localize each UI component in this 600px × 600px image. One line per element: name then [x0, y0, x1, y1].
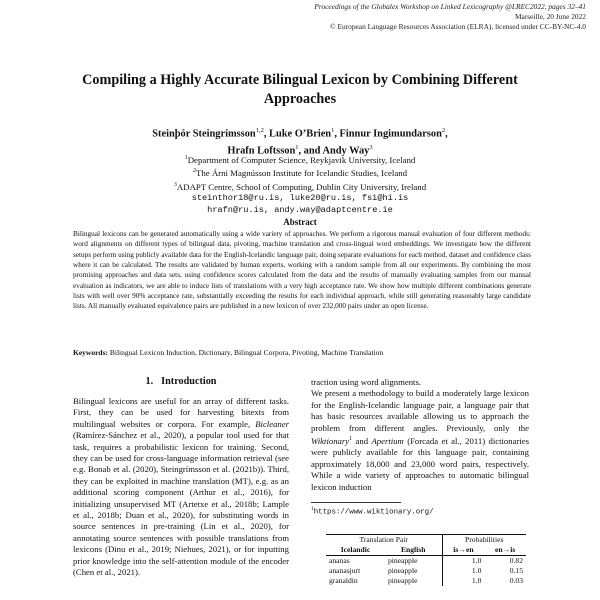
tool-name: Bicleaner: [255, 418, 289, 429]
author-sup: 2: [441, 127, 446, 134]
author-sup: 1: [331, 127, 335, 134]
table-row: ananas pineapple 1.0 0.82: [326, 556, 526, 567]
intro-right-column: [311, 377, 529, 493]
header-proceedings: Proceedings of the Globalex Workshop on Linked Lexicography @LREC2022, pages 32–41: [314, 2, 586, 11]
keywords-label: Keywords:: [73, 348, 108, 357]
author-list: Steinþór Steingrímsson$^{1,2}$, Luke O’Brien$^1$, Finnur Ingimundarson$^2$, Hrafn Loftsson$^1$, and Andy Way$^3$: [152, 127, 448, 157]
table-group-header: Probabilities: [442, 535, 526, 546]
header-location: Marseille, 20 June 2022: [514, 12, 586, 21]
affiliation: $^1$Department of Computer Science, Reykjavik University, Iceland: [184, 154, 416, 165]
section-title: Introduction: [161, 376, 217, 387]
header-license: © European Language Resources Association (ELRA), licensed under CC-BY-NC-4.0: [329, 22, 586, 31]
table-column-header: is→en: [442, 545, 484, 556]
author-sup: 1: [295, 144, 299, 152]
abstract-heading: Abstract: [283, 217, 317, 227]
abstract-text: Bilingual lexicons can be generated automatically using a wide variety of approaches. We perform a rigorous manual evaluation of four different methods: word alignments on different types of bilingual data, pivoting, machine translation and cross-lingual word embeddings. We investigate how the different setups perform using publicly available data for the English-Icelandic language pair, doing separate evaluations for each method, dataset and confidence class where it can be calculated. The results are validated by human experts, working with a random sample from all our experiments. By combining the most promising approaches and data sets, using confidence scores calculated from the data and the results of manually evaluating samples from our manual evaluation as indicators, we are able to induce lists of translations with a very high acceptance rate. We show how multiple different combinations generate lists with well over 90% acceptance rate, substantially exceeding the results for each individual approach, while still generating reasonably large candidate lists. All manually evaluated equivalence pairs are published in a new lexicon of over 232,000 pairs under an open license.: [73, 230, 531, 311]
author-name: Steinþór Steingrímsson: [152, 128, 256, 140]
footnote: $^1$https://www.wiktionary.org/: [311, 506, 529, 517]
section-heading: [73, 376, 289, 387]
paper-title: [40, 71, 560, 109]
email-line: hrafn@ru.is, andy.way@adaptcentre.ie: [207, 204, 393, 215]
intro-left-column: Bilingual lexicons are useful for an array of different tasks. First, they can be used for harvesting bitexts from multilingual websites or corpora. For example, Bicleaner (Ramírez-Sánchez et al., 2020), a popular tool used for that task, requires a probabilistic lexicon for training. Second, they can be used for cross-language information retrieval (see e.g. Bonab et al. (2020), Steingrímsson et al. (2021b)). Third, they can be exploited in machine translation (MT), e.g. as an additional scoring component (Arthur et al., 2016), for initializing unsupervised MT (Artetxe et al., 2018b; Lample et al., 2018b; Duan et al., 2020), for substituting words in source sentences in pre-training (Lin et al., 2020), for annotating source sentences with possible translations from lexicons (Dinu et al., 2019; Niehues, 2021), or for inputting prior knowledge into the self-attention module of the encoder (Chen et al., 2021).: [73, 396, 289, 578]
author-sup: 3: [369, 144, 373, 152]
author-name: Finnur Ingimundarson: [339, 128, 442, 140]
title-line-2: Approaches: [263, 91, 337, 107]
affiliations: [40, 153, 560, 216]
section-number: 1.: [145, 376, 154, 387]
table-column-header: English: [400, 545, 426, 554]
translation-table: [326, 534, 526, 586]
affiliation: $^2$The Árni Magnússon Institute for Icelandic Studies, Iceland: [192, 168, 408, 179]
footnote-rule: [311, 502, 401, 503]
title-line-1: Compiling a Highly Accurate Bilingual Lexicon by Combining Different: [82, 72, 518, 88]
table-row: ananasjurt pineapple 1.0 0.15: [329, 566, 523, 575]
proceedings-header: [314, 2, 586, 32]
table-column-header: Icelandic: [340, 545, 371, 554]
author-name: Andy Way: [322, 145, 370, 157]
table-column-header: en→is: [495, 545, 516, 554]
keywords: [73, 348, 543, 358]
keywords-list: Bilingual Lexicon Induction, Dictionary, Bilingual Corpora, Pivoting, Machine Translation: [109, 348, 384, 357]
paragraph: We present a methodology to build a moderately large lexicon for the English-Icelandic language pair, a language pair that has basic resources available allowing us to approach the problem from different angles. Previously, only the Wiktionary$^1$ and Apertium (Forcada et al., 2011) dictionaries were publicly available for this language pair, containing approximately 18,000 and 23,000 word pairs, respectively. While a wide variety of approaches to automatic bilingual lexicon induction: [311, 388, 530, 492]
table-group-header: Translation Pair: [359, 535, 408, 544]
footnote-url[interactable]: https://www.wiktionary.org/: [313, 508, 434, 517]
author-sup: 1,2: [255, 127, 264, 134]
table-row: granaldin pineapple 1.0 0.03: [329, 576, 523, 585]
paragraph-continuation: traction using word alignments.: [311, 377, 422, 387]
author-name: Luke O’Brien: [269, 128, 332, 140]
email-line: steinthor18@ru.is, luke20@ru.is, fsi@hi.is: [191, 193, 409, 204]
affiliation: $^3$ADAPT Centre, School of Computing, Dublin City University, Ireland: [173, 181, 427, 192]
author-name: Hrafn Loftsson: [227, 145, 296, 157]
